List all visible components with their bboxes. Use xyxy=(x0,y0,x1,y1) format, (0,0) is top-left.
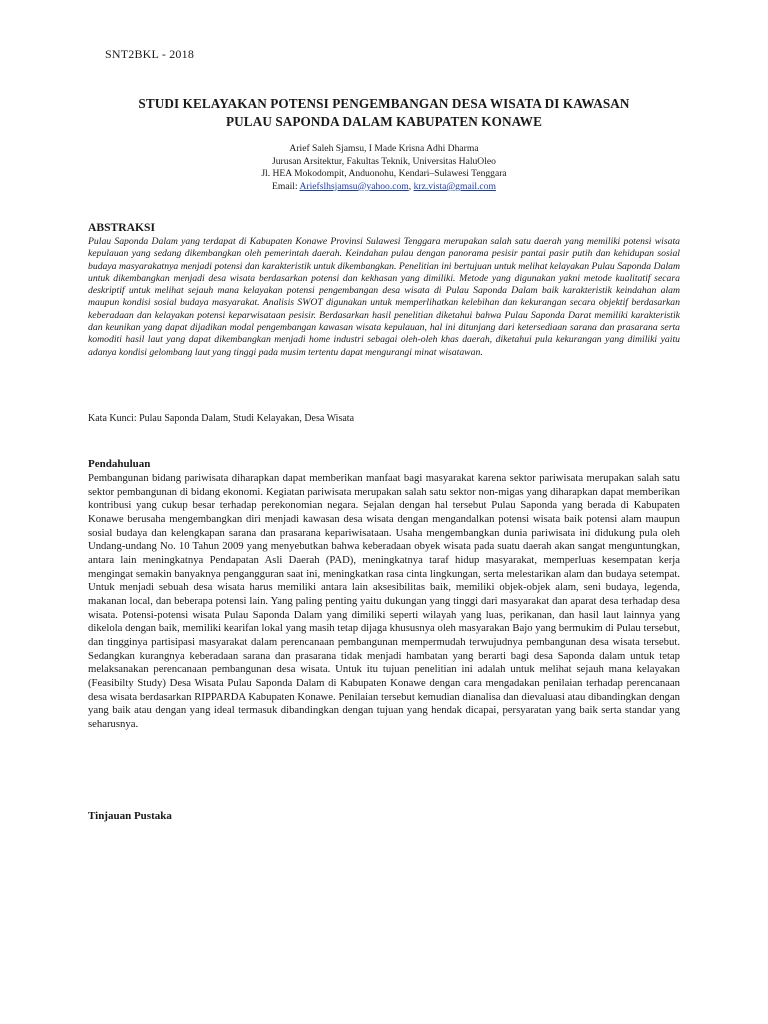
author-address: Jl. HEA Mokodompit, Anduonohu, Kendari–Sulawesi Tenggara xyxy=(261,168,507,180)
introduction-text: Pembangunan bidang pariwisata diharapkan dapat memberikan manfaat bagi masyarakat karena sektor pariwisata merupakan salah satu sektor pembangunan di bidang ekonomi. Kegiatan pariwisata merupakan salah satu sektor non-migas yang diharapkan dapat memberikan kontribusi yang cukup besar terhadap perekonomian negara. Sejalan dengan hal tersebut Pulau Saponda yang berada di Kabupaten Konawe berusaha mengembangkan diri menjadi kawasan desa wisata dengan mengandalkan potensi wisata baik potensi alam maupun sosial budaya dan kelengkapan sarana dan prasarana kepariwisataan. Usaha mengembangkan dunia pariwisata ini didukung pula oleh Undang-undang No. 10 Tahun 2009 yang menyebutkan bahwa keberadaan obyek wisata pada suatu daerah akan sangat menguntungkan, antara lain meningkatnya Pendapatan Asli Daerah (PAD), meningkatnya taraf hidup masyarakat, memperluas kesempatan kerja mengingat semakin banyaknya pengangguran saat ini, meningkatkan rasa cinta lingkungan, serta melestarikan alam dan budaya setempat. Untuk menjadi sebuah desa wisata harus memiliki antara lain aksesibilitas baik, memiliki objek-objek alam, seni budaya, legenda, makanan local, dan beberapa potensi lain. Yang paling penting yaitu dukungan yang tinggi dari masyarakat dan aparat desa terhadap desa wisata. Potensi-potensi wisata Pulau Saponda Dalam yang dimiliki seperti wilayah yang luas, perikanan, dan hasil laut lainnya yang dikelola dengan baik, memiliki kearifan lokal yang masih tetap dijaga khususnya oleh masyarakan Bajo yang bermukim di Pulau tersebut, dan tingginya partisipasi masyarakat dalam perencanaan pembangunan mempermudah terwujudnya pembangunan desa wisata tersebut. Sedangkan kurangnya keberadaan sarana dan prasarana tidak menjadi hambatan yang berarti bagi desa Saponda dalam untuk tetap melaksanakan perencanaan pembangunan desa wisata. Untuk itu tujuan penelitian ini adalah untuk melihat sejauh mana kelayakan (Feasibilty Study) Desa Wisata Pulau Saponda Dalam di Kabupaten Konawe dengan cara mengadakan penilaian terhadap perencanaan desa wisata berdasarkan RIPPARDA Kabupaten Konawe. Penilaian tersebut kemudian dianalisa dan dievaluasi atau dibandingkan dengan yang baik atau dengan yang ideal termasuk dibandingkan dengan tujuan yang hendak dicapai, persyaratan yang baik serta standar yang seharusnya. xyxy=(88,472,680,730)
author-email-line xyxy=(150,181,618,194)
keywords: Kata Kunci: Pulau Saponda Dalam, Studi Kelayakan, Desa Wisata xyxy=(88,413,355,424)
email-label: Email: xyxy=(272,180,300,192)
abstract-text: Pulau Saponda Dalam yang terdapat di Kabupaten Konawe Provinsi Sulawesi Tenggara merupakan salah satu daerah yang memiliki potensi wisata kepulauan yang sedang dikembangkan oleh pemerintah daerah. Keindahan pulau dengan panorama pesisir pantai pasir putih dan kehidupan sosial budaya masyarakatnya menjadi potensi dan karakteristik untuk dikembangkan. Penelitian ini bertujuan untuk melihat kelayakan Pulau Saponda Dalam untuk dikembangkan menjadi desa wisata berdasarkan potensi dan kekhasan yang dimiliki. Metode yang digunakan yakni metode kualitatif secara deskriptif untuk melihat sejauh mana kelayakan potensi pengembangan desa wisata di Pulau Saponda Dalam baik karakteristik keindahan alam maupun kondisi sosial budaya masyarakat. Analisis SWOT digunakan untuk memperlihatkan kelebihan dan kekurangan secara objektif berdasarkan keberadaan dan kelayakan potensi keparwisataan pesisir. Berdasarkan hasil penelitian diketahui bahwa Pulau Saponda Darat memiliki karakteristik dan keunikan yang dapat dijadikan modal pengembangan kawasan wisata kepulauan, hal ini ditunjang dari ketersediaan sarana dan prasarana serta komoditi hasil laut yang dapat dikembangkan menjadi home industri sebagai oleh-oleh khas daerah, diketahui pula kekurangan yang dimiliki yaitu adanya kondisi gelombang laut yang tinggi pada musim tertentu dapat mengurangi minat wisatawan. xyxy=(88,236,680,358)
literature-review-heading: Tinjauan Pustaka xyxy=(88,810,172,822)
email-link-2[interactable]: krz.vista@gmail.com xyxy=(413,180,496,192)
paper-title xyxy=(88,95,680,131)
author-block xyxy=(150,143,618,193)
author-names: Arief Saleh Sjamsu, I Made Krisna Adhi Dharma xyxy=(289,143,479,154)
title-line-2: PULAU SAPONDA DALAM KABUPATEN KONAWE xyxy=(226,114,542,129)
introduction-heading: Pendahuluan xyxy=(88,458,151,470)
author-affiliation: Jurusan Arsitektur, Fakultas Teknik, Universitas HaluOleo xyxy=(272,155,496,167)
email-link-1[interactable]: Ariefslhsjamsu@yahoo.com xyxy=(299,180,409,192)
conference-code: SNT2BKL - 2018 xyxy=(105,47,195,61)
email-separator: , xyxy=(408,180,414,192)
title-line-1: STUDI KELAYAKAN POTENSI PENGEMBANGAN DESA WISATA DI KAWASAN xyxy=(138,96,630,111)
abstract-heading: ABSTRAKSI xyxy=(88,221,156,234)
